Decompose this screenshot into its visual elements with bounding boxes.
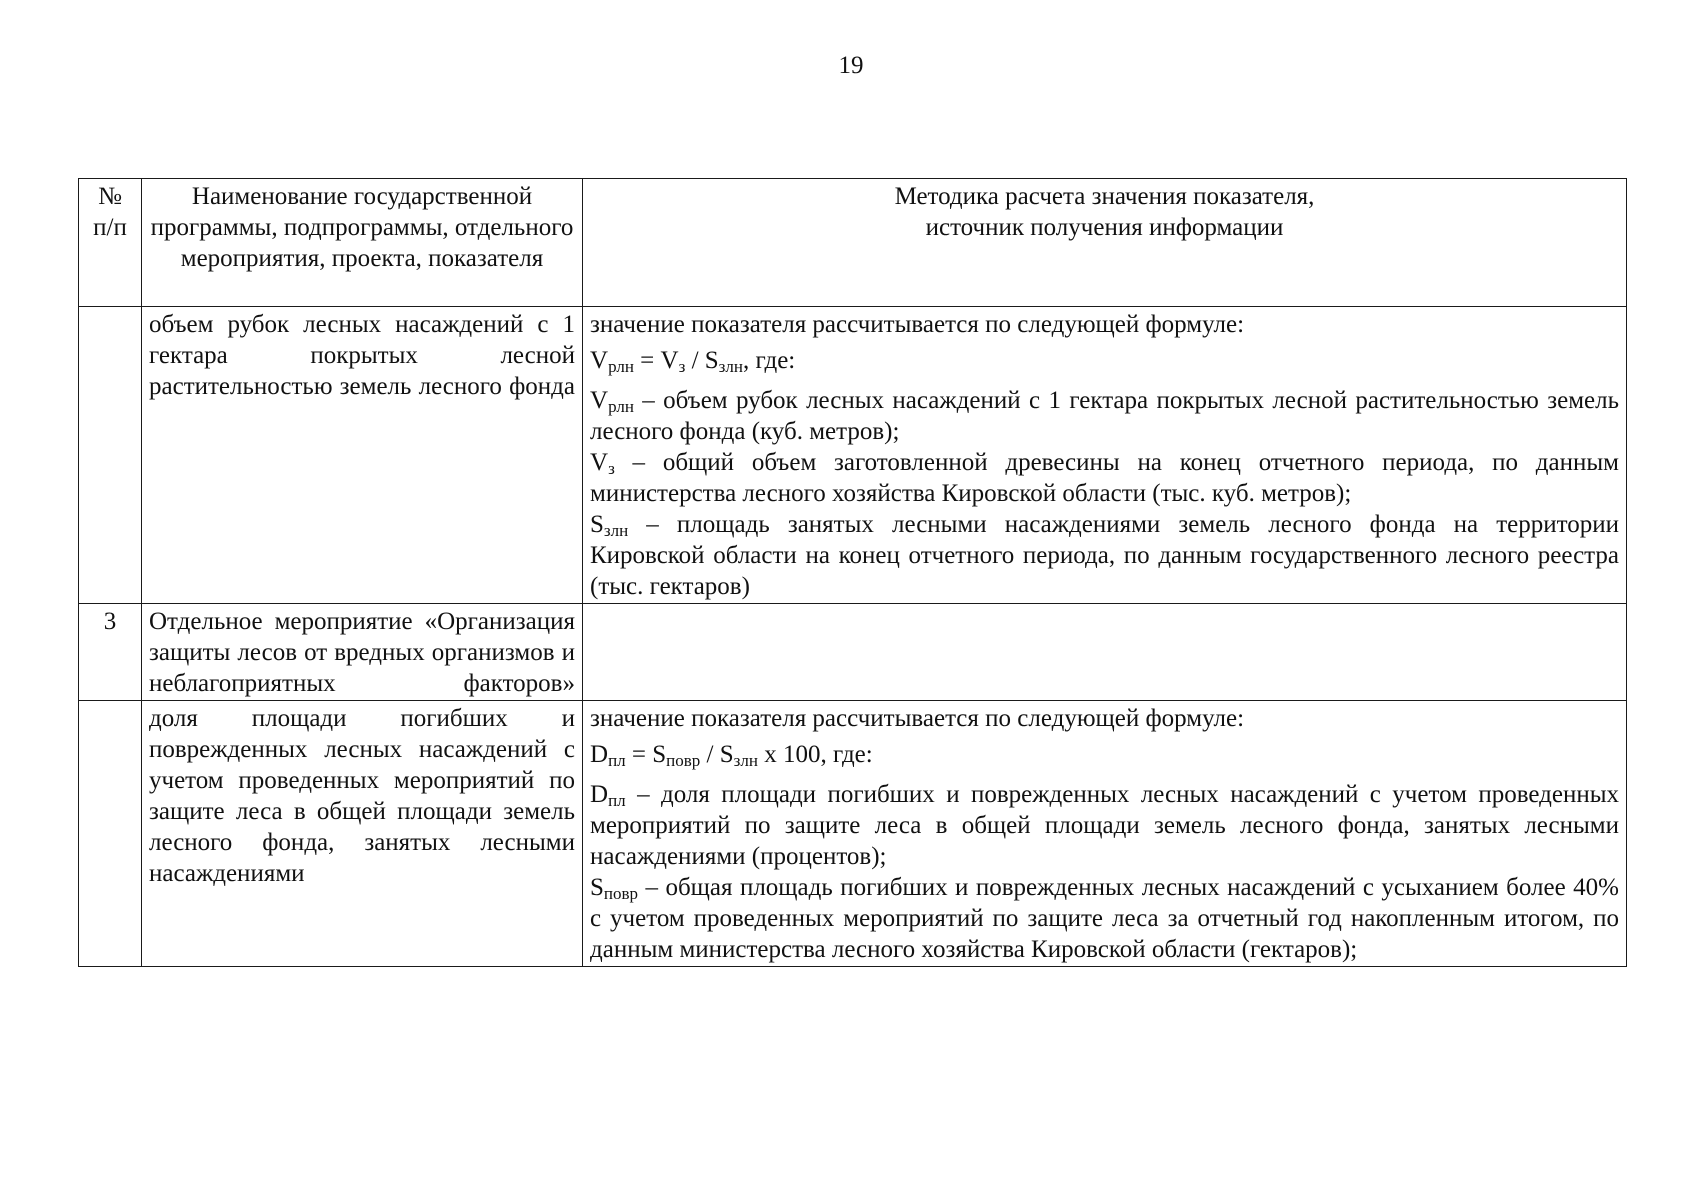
header-method — [583, 179, 1627, 307]
header-method-line1: Методика расчета значения показателя, — [894, 183, 1315, 210]
table-row — [79, 307, 1627, 604]
formula-definition: $S_{повр}$ – общая площадь погибших и поврежденных лесных насаждений с усыханием более 40% с учетом проведенных мероприятий по защите леса за отчетный год накопленным итогом, по данным министерства лесного хозяйства Кировской области (гектаров); — [590, 874, 1619, 963]
header-num: № п/п — [79, 179, 142, 307]
header-method-line2: источник получения информации — [925, 214, 1284, 241]
indicators-table — [78, 178, 1627, 967]
row-name: доля площади погибших и поврежденных лесных насаждений с учетом проведенных мероприятий по защите леса в общей площади земель лесного фонда, занятых лесными насаждениями — [142, 701, 583, 967]
formula: $D_{пл} = S_{повр} / S_{злн}$ х 100, где: — [590, 741, 873, 770]
table-row — [79, 604, 1627, 701]
table-header-row — [79, 179, 1627, 307]
formula-intro: значение показателя рассчитывается по следующей формуле: — [590, 311, 1245, 338]
row-name: Отдельное мероприятие «Организация защиты лесов от вредных организмов и неблагоприятных факторов» — [142, 604, 583, 701]
formula-intro: значение показателя рассчитывается по следующей формуле: — [590, 705, 1245, 732]
row-method — [583, 701, 1627, 967]
formula: $V_{рлн} = V_з / S_{злн}$, где: — [590, 347, 796, 376]
row-name: объем рубок лесных насаждений с 1 гектара покрытых лесной растительностью земель лесного фонда — [142, 307, 583, 604]
row-num — [79, 701, 142, 967]
formula-definition: $D_{пл}$ – доля площади погибших и поврежденных лесных насаждений с учетом проведенных мероприятий по защите леса в общей площади земель лесного фонда, занятых лесными насаждениями (процентов); — [590, 781, 1619, 870]
formula-definition: $S_{злн}$ – площадь занятых лесными насаждениями земель лесного фонда на территории Кировской области на конец отчетного периода, по данным государственного лесного реестра (тыс. гектаров) — [590, 511, 1619, 600]
row-num — [79, 307, 142, 604]
formula-definition: $V_{рлн}$ – объем рубок лесных насаждений с 1 гектара покрытых лесной растительностью земель лесного фонда (куб. метров); — [590, 387, 1619, 445]
header-name: Наименование государственной программы, подпрограммы, отдельного мероприятия, проекта, показателя — [142, 179, 583, 307]
formula-definition: $V_з$ – общий объем заготовленной древесины на конец отчетного периода, по данным министерства лесного хозяйства Кировской области (тыс. куб. метров); — [590, 449, 1619, 507]
table-row — [79, 701, 1627, 967]
row-method — [583, 307, 1627, 604]
row-method — [583, 604, 1627, 701]
page-number: 19 — [838, 52, 864, 79]
row-num: 3 — [79, 604, 142, 701]
